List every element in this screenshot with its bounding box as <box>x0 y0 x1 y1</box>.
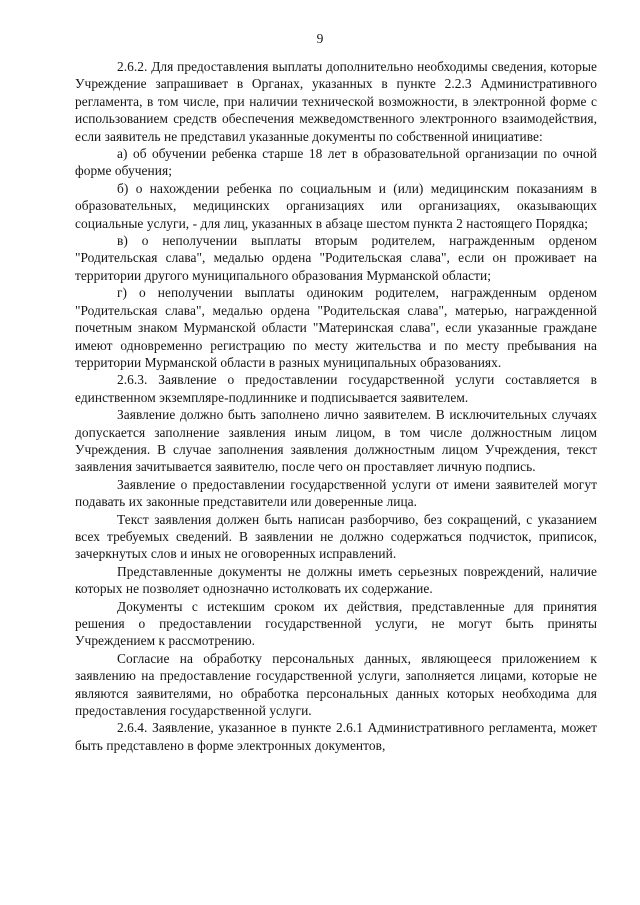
paragraph-2-6-3: 2.6.3. Заявление о предоставлении государственной услуги составляется в единственном экземпляре-подлиннике и подписывается заявителем. <box>75 372 597 405</box>
paragraph: Текст заявления должен быть написан разборчиво, без сокращений, с указанием всех требуемых сведений. В заявлении не должно содержаться подчисток, приписок, зачеркнутых слов и иных не оговоренных исправлений. <box>75 511 597 562</box>
paragraph-2-6-4: 2.6.4. Заявление, указанное в пункте 2.6.1 Административного регламента, может быть представлено в форме электронных документов, <box>75 720 597 753</box>
paragraph-2-6-2: 2.6.2. Для предоставления выплаты дополнительно необходимы сведения, которые Учреждение запрашивает в Органах, указанных в пункте 2.2.3 Административного регламента, в том числе, при наличии технической возможности, в электронной форме с использованием средств обеспечения межведомственного электронного взаимодействия, если заявитель не представил указанные документы по собственной инициативе: <box>75 59 597 144</box>
paragraph: Заявление должно быть заполнено лично заявителем. В исключительных случаях допускается заполнение заявления иным лицом, в том числе должностным лицом Учреждения. В случае заполнения заявления должностным лицом Учреждения, текст заявления зачитывается заявителю, после чего он проставляет личную подпись. <box>75 407 597 475</box>
list-item-b: б) о нахождении ребенка по социальным и (или) медицинским показаниям в образовательных, медицинских организациях или организациях, оказывающих социальные услуги, - для лиц, указанных в абзаце шестом пункта 2 настоящего Порядка; <box>75 180 597 231</box>
paragraph: Документы с истекшим сроком их действия, представленные для принятия решения о предоставлении государственной услуги, не могут быть приняты Учреждением к рассмотрению. <box>75 598 597 649</box>
paragraph: Представленные документы не должны иметь серьезных повреждений, наличие которых не позволяет однозначно истолковать их содержание. <box>75 563 597 597</box>
page-number: 9 <box>316 31 324 46</box>
paragraph: Согласие на обработку персональных данных, являющееся приложением к заявлению на предоставление государственной услуги, заполняется лицами, которые не являются заявителями, но обработка персональных данных которых необходима для предоставления государственной услуги. <box>75 650 597 719</box>
list-item-a: а) об обучении ребенка старше 18 лет в образовательной организации по очной форме обучения; <box>75 146 597 179</box>
document-body <box>75 58 597 754</box>
paragraph: Заявление о предоставлении государственной услуги от имени заявителей могут подавать их законные представители или доверенные лица. <box>75 476 597 510</box>
list-item-g: г) о неполучении выплаты одиноким родителем, награжденным орденом "Родительская слава", медалью ордена "Родительская слава", матерью, награжденной почетным знаком Мурманской области "Материнская слава", если указанные граждане имеют одновременно регистрацию по месту жительства и по месту пребывания на территории Мурманской области в разных муниципальных образованиях. <box>75 285 597 370</box>
list-item-v: в) о неполучении выплаты вторым родителем, награжденным орденом "Родительская слава", медалью ордена "Родительская слава", если он проживает на территории другого муниципального образования Мурманской области; <box>75 233 597 283</box>
